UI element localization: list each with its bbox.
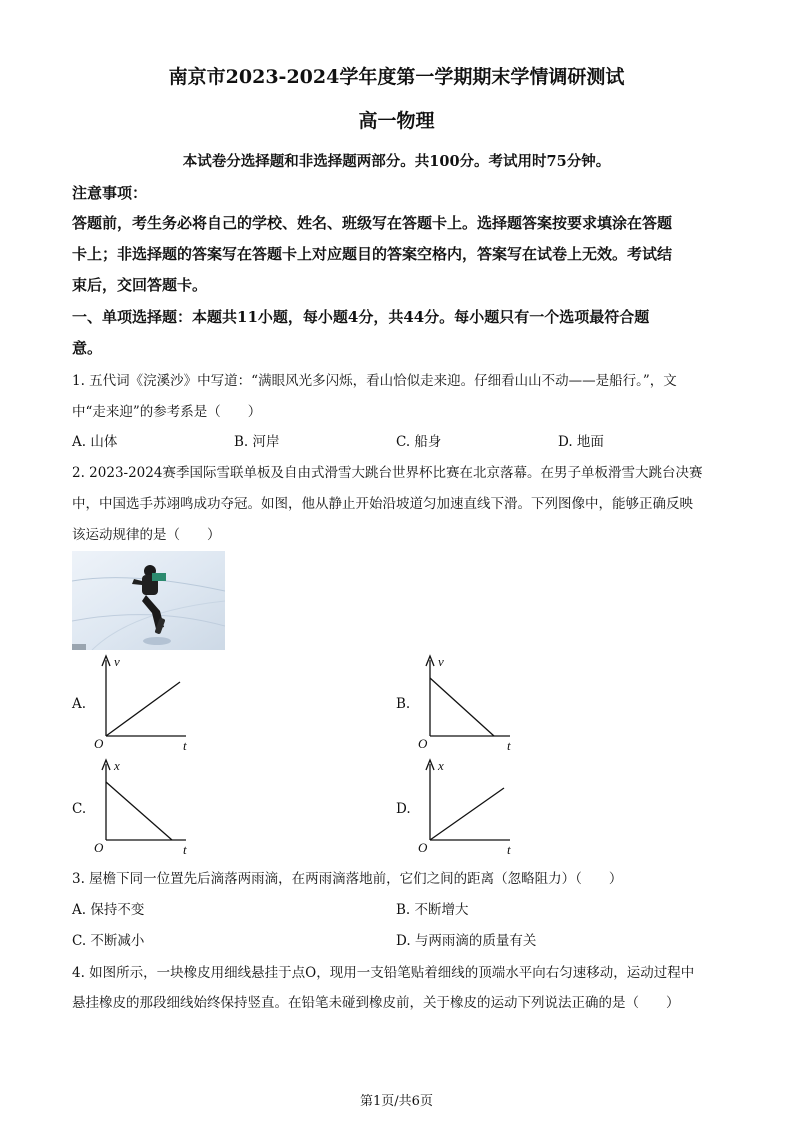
graph-b	[412, 652, 522, 752]
graph-c-origin: O	[94, 840, 104, 855]
q2-option-c: C.	[72, 801, 87, 817]
graph-d-origin: O	[418, 840, 428, 855]
notice-line-2: 卡上；非选择题的答案写在答题卡上对应题目的答案空格内，答案写在试卷上无效。考试结	[72, 245, 673, 263]
exam-title: 南京市2023-2024学年度第一学期期末学情调研测试	[168, 66, 625, 88]
q1-option-d: D. 地面	[558, 434, 604, 450]
page-number: 第1页/共6页	[360, 1094, 433, 1109]
q1-line-2: 中“走来迎”的参考系是（ ）	[72, 404, 262, 420]
q1-option-b: B. 河岸	[234, 434, 280, 450]
notice-line-1: 答题前，考生务必将自己的学校、姓名、班级写在答题卡上。选择题答案按要求填涂在答题	[72, 214, 673, 232]
graph-c-line	[106, 782, 172, 840]
q2-line-3: 该运动规律的是（ ）	[72, 527, 221, 543]
q3-option-a: A. 保持不变	[72, 902, 145, 918]
graph-c-xlabel: t	[183, 842, 187, 856]
graph-a-ylabel: v	[114, 654, 120, 669]
q1-line-1: 1. 五代词《浣溪沙》中写道：“满眼风光多闪烁，看山恰似走来迎。仔细看山山不动——是船行。”，文	[72, 373, 677, 389]
graph-b-origin: O	[418, 736, 428, 751]
section-heading-line-2: 意。	[72, 339, 103, 357]
graph-a-origin: O	[94, 736, 104, 751]
q1-option-c: C. 船身	[396, 434, 442, 450]
section-heading-line-1: 一、单项选择题：本题共11小题，每小题4分，共44分。每小题只有一个选项最符合题	[72, 308, 650, 326]
q3-option-d: D. 与两雨滴的质量有关	[396, 933, 537, 949]
graph-d-xlabel: t	[507, 842, 511, 856]
q2-option-d: D.	[396, 801, 411, 817]
q4-line-2: 悬挂橡皮的那段细线始终保持竖直。在铅笔未碰到橡皮前，关于橡皮的运动下列说法正确的是（ ）	[72, 995, 680, 1011]
subject-title: 高一物理	[358, 110, 435, 132]
graph-a-line	[106, 682, 180, 736]
exam-intro: 本试卷分选择题和非选择题两部分。共100分。考试用时75分钟。	[182, 153, 611, 170]
graph-b-ylabel: v	[438, 654, 444, 669]
q3-line-1: 3. 屋檐下同一位置先后滴落两雨滴，在两雨滴落地前，它们之间的距离（忽略阻力）（ ）	[72, 871, 623, 887]
graph-c	[88, 756, 198, 856]
graph-b-line	[430, 678, 494, 736]
snowboarder-photo	[72, 551, 225, 650]
q1-option-a: A. 山体	[72, 434, 118, 450]
q3-option-c: C. 不断减小	[72, 933, 145, 949]
graph-c-ylabel: x	[114, 758, 120, 773]
q4-line-1: 4. 如图所示，一块橡皮用细线悬挂于点O，现用一支铅笔贴着细线的顶端水平向右匀速移动，运动过程中	[72, 965, 695, 981]
graph-a-xlabel: t	[183, 738, 187, 752]
graph-b-xlabel: t	[507, 738, 511, 752]
graph-a	[88, 652, 198, 752]
graph-d-ylabel: x	[438, 758, 444, 773]
graph-d	[412, 756, 522, 856]
notice-line-3: 束后，交回答题卡。	[72, 276, 208, 294]
q3-option-b: B. 不断增大	[396, 902, 469, 918]
notice-heading: 注意事项：	[72, 184, 148, 202]
q2-line-1: 2. 2023-2024赛季国际雪联单板及自由式滑雪大跳台世界杯比赛在北京落幕。在男子单板滑雪大跳台决赛	[72, 465, 703, 481]
graph-d-line	[430, 788, 504, 840]
q2-option-b: B.	[396, 696, 411, 712]
q2-option-a: A.	[72, 696, 87, 712]
q2-line-2: 中，中国选手苏翊鸣成功夺冠。如图，他从静止开始沿坡道匀加速直线下滑。下列图像中，能够正确反映	[72, 496, 693, 512]
